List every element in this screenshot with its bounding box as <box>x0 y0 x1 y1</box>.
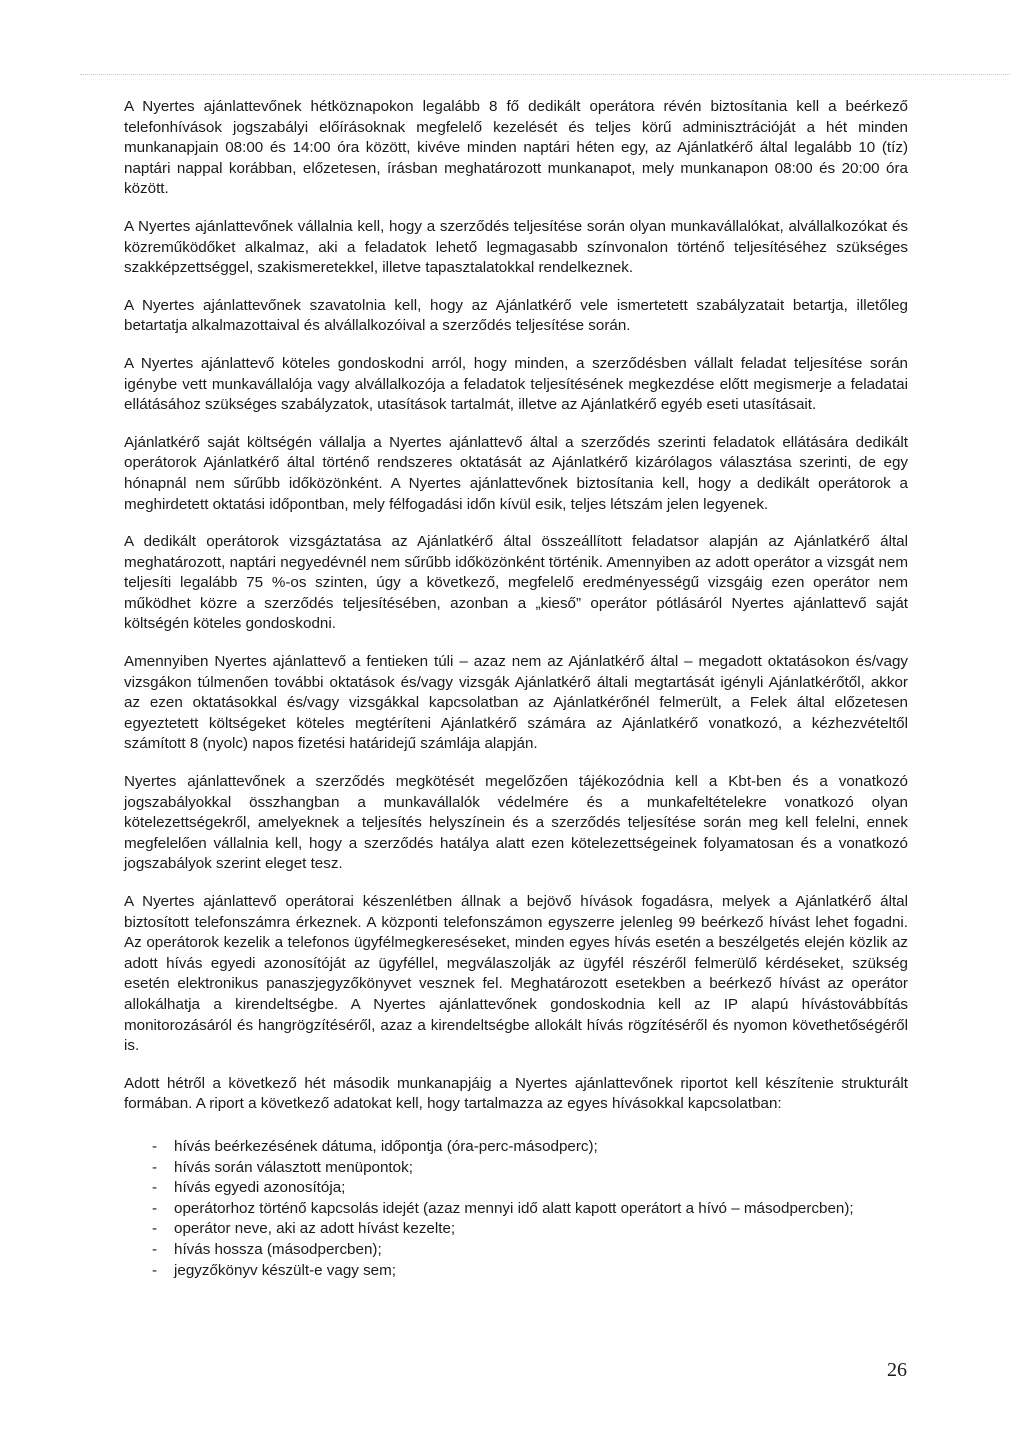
paragraph-5: Ajánlatkérő saját költségén vállalja a Nyertes ajánlattevő által a szerződés szerinti feladatok ellátására dedikált operátorok Ajánlatkérő által történő rendszeres oktatását az Ajánlatkérő kizárólagos választása szerinti, de egy hónapnál nem sűrűbb időközönként. A Nyertes ajánlattevőnek biztosítania kell, hogy a dedikált operátorok a meghirdetett oktatási időpontban, mely félfogadási időn kívül esik, teljes létszám jelen legyenek. <box>124 433 908 513</box>
paragraph-9: A Nyertes ajánlattevő operátorai készenlétben állnak a bejövő hívások fogadásra, melyek a Ajánlatkérő által biztosított telefonszámra érkeznek. A központi telefonszámon egyszerre jelenleg 99 beérkező hívást lehet fogadni. Az operátorok kezelik a telefonos ügyfélmegkereséseket, minden egyes hívás esetén a beszélgetés elején közlik az adott hívás egyedi azonosítóját az ügyféllel, megválaszolják az ügyfél részéről felmerülő kérdéseket, szükség esetén elektronikus panaszjegyzőkönyvet vesznek fel. Meghatározott esetekben a beérkező hívást az operátor allokálhatja a kirendeltségbe. A Nyertes ajánlattevőnek gondoskodnia kell az IP alapú hívástovábbítás monitorozásáról és hangrögzítéséről, azaz a kirendeltségbe allokált hívás rögzítéséről és nyomon követhetőségéről is. <box>124 893 908 1055</box>
list-item: - operátor neve, aki az adott hívást kezelte; <box>124 1219 908 1240</box>
scan-artifact-line <box>80 74 1010 75</box>
paragraph-3: A Nyertes ajánlattevőnek szavatolnia kell, hogy az Ajánlatkérő vele ismertetett szabályzatait betartja, illetőleg betartatja alkalmazottaival és alvállalkozóival a szerződés teljesítése során. <box>124 296 908 335</box>
paragraph-4: A Nyertes ajánlattevő köteles gondoskodni arról, hogy minden, a szerződésben vállalt feladat teljesítése során igénybe vett munkavállalója vagy alvállalkozója a feladatok teljesítésének megkezdése előtt megismerje a feladatai ellátásához szükséges szabályzatok, utasítások tartalmát, illetve az Ajánlatkérő egyéb eseti utasításait. <box>124 354 908 414</box>
report-field-list <box>124 1137 908 1281</box>
paragraph-7: Amennyiben Nyertes ajánlattevő a fentieken túli – azaz nem az Ajánlatkérő által – megadott oktatásokon és/vagy vizsgákon túlmenően további oktatások és/vagy vizsgák Ajánlatkérő általi megtartását igényli Ajánlatkérőtől, akkor az ezen oktatásokkal és/vagy vizsgákkal kapcsolatban az Ajánlatkérőnél felmerült, a Felek által előzetesen egyeztetett költségeket köteles megtéríteni Ajánlatkérő számára az Ajánlatkérő vonatkozó, a kézhezvételtől számított 8 (nyolc) napos fizetési határidejű számlája alapján. <box>124 653 908 753</box>
paragraph-1: A Nyertes ajánlattevőnek hétköznapokon legalább 8 fő dedikált operátora révén biztosítania kell a beérkező telefonhívások jogszabályi előírásoknak megfelelő kezelését és teljes körű adminisztrációját a hét minden munkanapjain 08:00 és 14:00 óra között, kivéve minden naptári héten egy, az Ajánlatkérő által legalább 10 (tíz) naptári nappal korábban, előzetesen, írásban meghatározott munkanapot, mely munkanapon 08:00 és 20:00 óra között. <box>124 98 908 198</box>
list-item: - hívás egyedi azonosítója; <box>124 1178 908 1199</box>
list-item: - hívás hossza (másodpercben); <box>124 1240 908 1261</box>
document-body <box>124 97 908 1281</box>
paragraph-8: Nyertes ajánlattevőnek a szerződés megkötését megelőzően tájékozódnia kell a Kbt-ben és a vonatkozó jogszabályokkal összhangban a munkavállalók védelmére és a munkafeltételekre vonatkozó olyan kötelezettségekről, amelyeknek a teljesítés helyszínein és a szerződés teljesítése során meg kell felelni, ennek megfelelően vállalnia kell, hogy a szerződés hatálya alatt ezen kötelezettségeinek folyamatosan és a vonatkozó jogszabályok szerint eleget tesz. <box>124 773 908 873</box>
page-number: 26 <box>887 1359 907 1381</box>
list-item: - jegyzőkönyv készült-e vagy sem; <box>124 1261 908 1282</box>
list-item: - operátorhoz történő kapcsolás idejét (azaz mennyi idő alatt kapott operátort a hívó – másodpercben); <box>124 1199 908 1220</box>
list-item: - hívás során választott menüpontok; <box>124 1158 908 1179</box>
list-item: - hívás beérkezésének dátuma, időpontja (óra-perc-másodperc); <box>124 1137 908 1158</box>
paragraph-6: A dedikált operátorok vizsgáztatása az Ajánlatkérő által összeállított feladatsor alapján az Ajánlatkérő által meghatározott, naptári negyedévnél nem sűrűbb időközönként történik. Amennyiben az adott operátor a vizsgát nem teljesíti legalább 75 %-os szinten, úgy a következő, megfelelő eredményességű vizsgáig ezen operátor nem működhet közre a szerződés teljesítésében, azonban a „kieső” operátor pótlásáról Nyertes ajánlattevő saját költségén köteles gondoskodni. <box>124 533 908 633</box>
paragraph-10: Adott hétről a következő hét második munkanapjáig a Nyertes ajánlattevőnek riportot kell készítenie strukturált formában. A riport a következő adatokat kell, hogy tartalmazza az egyes hívásokkal kapcsolatban: <box>124 1074 908 1113</box>
paragraph-2: A Nyertes ajánlattevőnek vállalnia kell, hogy a szerződés teljesítése során olyan munkavállalókat, alvállalkozókat és közreműködőket alkalmaz, aki a feladatok lehető legmagasabb színvonalon történő teljesítéséhez szükséges szakképzettséggel, szakismeretekkel, illetve tapasztalatokkal rendelkeznek. <box>124 217 908 277</box>
